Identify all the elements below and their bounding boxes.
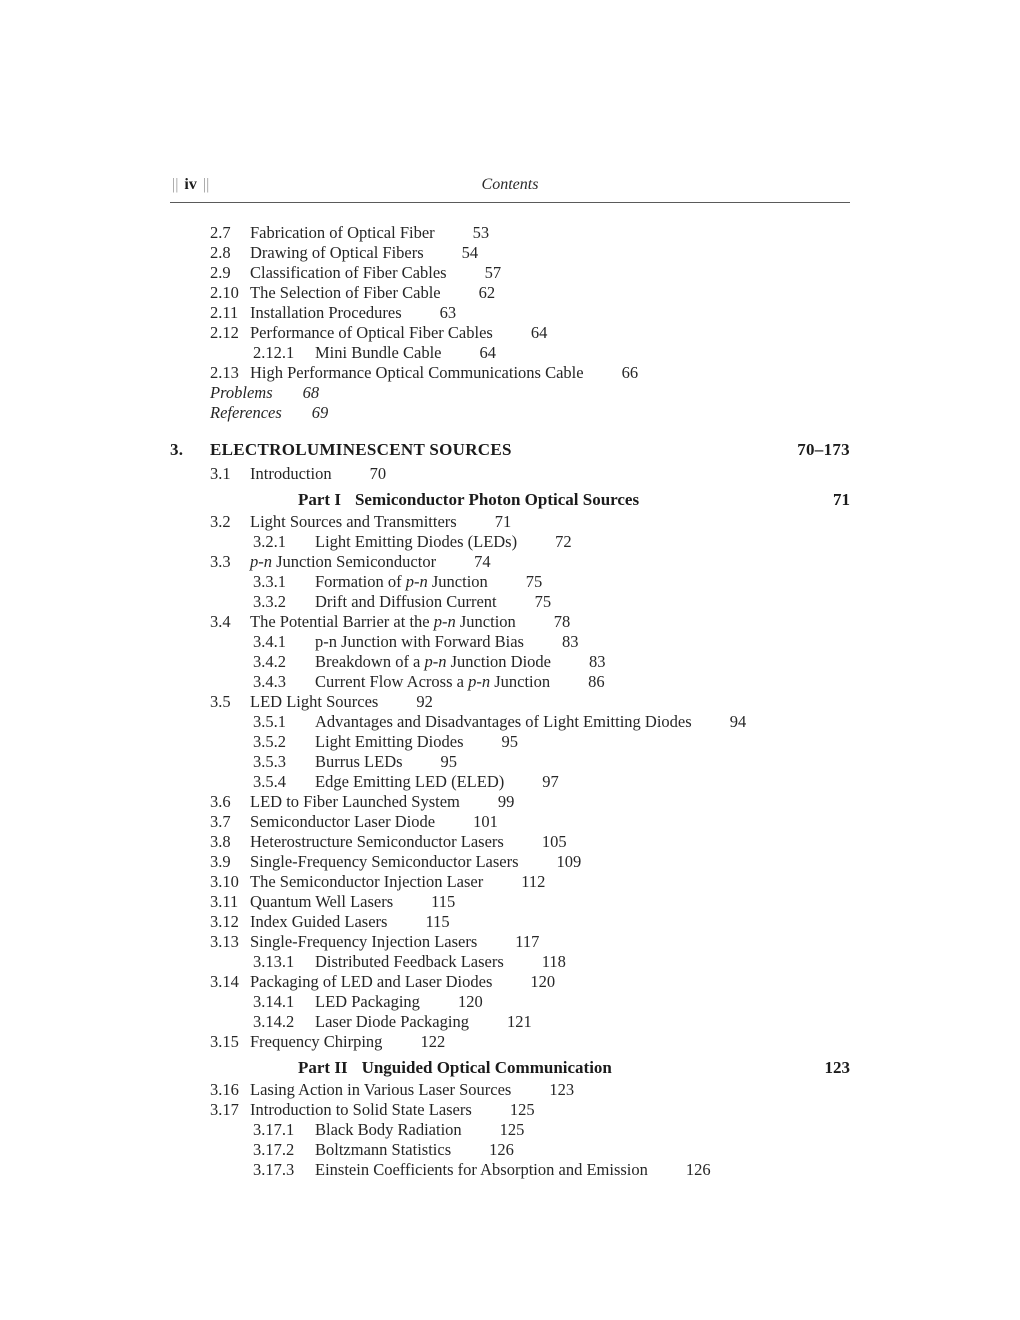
- toc-entry-title: Einstein Coefficients for Absorption and Emission: [315, 1160, 648, 1179]
- toc-entry-title: Fabrication of Optical Fiber: [250, 223, 435, 242]
- page-number-label: iv: [184, 176, 197, 193]
- toc-entry-page: 125: [499, 1120, 525, 1139]
- toc-entry-number: 3.2: [210, 512, 231, 531]
- toc-entry-title: Introduction to Solid State Lasers: [250, 1100, 472, 1119]
- toc-entry-title: Introduction: [250, 464, 332, 483]
- toc-entry-title: The Semiconductor Injection Laser: [250, 872, 484, 891]
- toc-entry-number: 2.13: [210, 363, 239, 382]
- toc-entry-title: Frequency Chirping: [250, 1032, 383, 1051]
- toc-entry-number: 3.17: [210, 1100, 239, 1119]
- toc-entry-number: 3.10: [210, 872, 239, 891]
- toc-entry-page: 53: [472, 223, 490, 242]
- toc-entry-title: Single-Frequency Injection Lasers: [250, 932, 478, 951]
- pipe-mark-left: ||: [172, 176, 179, 193]
- toc-entry-title: Black Body Radiation: [315, 1120, 462, 1139]
- toc-entry-number: 2.7: [210, 223, 231, 242]
- toc-entry-row: [253, 1160, 850, 1180]
- toc-entry-number: 3.9: [210, 852, 231, 871]
- toc-entry-number: 2.10: [210, 283, 239, 302]
- toc-entry-title: LED Packaging: [315, 992, 420, 1011]
- toc-chapter-heading: [170, 440, 850, 460]
- toc-entry-title: Semiconductor Laser Diode: [250, 812, 436, 831]
- toc-entry-row: [253, 632, 850, 652]
- toc-entry-row: [210, 263, 850, 283]
- toc-entry-page: 92: [416, 692, 433, 711]
- toc-entry-row: [210, 1080, 850, 1100]
- toc-entry-row: [253, 992, 850, 1012]
- toc-entry-page: 112: [521, 872, 546, 891]
- toc-entry-page: 70: [369, 464, 387, 483]
- toc-entry-number: 3.3.2: [253, 592, 286, 611]
- toc-entry-page: 83: [561, 632, 579, 651]
- toc-entry-title: Edge Emitting LED (ELED): [315, 772, 505, 791]
- toc-entry-title: Problems: [210, 383, 273, 402]
- toc-entry-title: LED Light Sources: [250, 692, 379, 711]
- toc-entry-page: 123: [549, 1080, 575, 1099]
- toc-entry-title: Installation Procedures: [250, 303, 402, 322]
- toc-entry-row: [210, 512, 850, 532]
- toc-entry-number: 3.13: [210, 932, 239, 951]
- toc-entry-title: Current Flow Across a p-n Junction: [315, 672, 551, 691]
- pipe-mark-right: ||: [202, 176, 210, 193]
- toc-entry-page: 117: [515, 932, 540, 951]
- toc-entry-page: 62: [478, 283, 496, 302]
- page-header: [170, 176, 850, 203]
- toc-entry-number: 3.4.3: [253, 672, 286, 691]
- toc-entry-number: 3.17.2: [253, 1140, 295, 1159]
- toc-entry-row: [253, 772, 850, 792]
- toc-entry-row: [253, 752, 850, 772]
- toc-entry-number: 3.5.1: [253, 712, 286, 731]
- toc-entry-row: [210, 852, 850, 872]
- toc-entry-title: Quantum Well Lasers: [250, 892, 394, 911]
- toc-entry-page: 74: [474, 552, 491, 571]
- toc-entry-row: [253, 712, 850, 732]
- toc-entry-number: Part I: [298, 490, 341, 509]
- toc-entry-row: [210, 243, 850, 263]
- toc-entry-page: 105: [541, 832, 567, 851]
- toc-entry-page: 121: [506, 1012, 532, 1031]
- toc-entry-row: [210, 892, 850, 912]
- toc-entry-row: [210, 1100, 850, 1120]
- toc-entry-title: Advantages and Disadvantages of Light Emitting Diodes: [315, 712, 692, 731]
- toc-entry-number: 3.3: [210, 552, 231, 571]
- toc-entry-number: 3.5: [210, 692, 231, 711]
- toc-entry-title: Single-Frequency Semiconductor Lasers: [250, 852, 519, 871]
- toc-entry-title: Breakdown of a p-n Junction Diode: [315, 652, 552, 671]
- toc-entry-number: 3.5.2: [253, 732, 286, 751]
- toc-part-heading: [298, 1058, 850, 1078]
- toc-entry-number: 3.12: [210, 912, 239, 931]
- toc-entry-number: Part II: [298, 1058, 348, 1077]
- toc-entry-title: Laser Diode Packaging: [315, 1012, 469, 1031]
- toc-entry-row: [210, 972, 850, 992]
- toc-entry-row: [210, 283, 850, 303]
- toc-entry-title: High Performance Optical Communications Cable: [250, 363, 584, 382]
- toc-entry-page: 120: [530, 972, 556, 991]
- toc-entry-page: 120: [457, 992, 483, 1011]
- toc-entry-row: [210, 872, 850, 892]
- toc-entry-page: 126: [685, 1160, 711, 1179]
- toc-entry-row: [253, 1140, 850, 1160]
- toc-entry-number: 3.1: [210, 464, 231, 483]
- toc-entry-number: 3.13.1: [253, 952, 295, 971]
- toc-entry-row: [210, 363, 850, 383]
- toc-entry-title: Index Guided Lasers: [250, 912, 388, 931]
- toc-entry-number: 3.: [170, 440, 184, 459]
- toc-entry-number: 3.7: [210, 812, 231, 831]
- toc-entry-page: 118: [541, 952, 566, 971]
- toc-entry-number: 3.14: [210, 972, 239, 991]
- toc-entry-number: 3.17.3: [253, 1160, 295, 1179]
- toc-entry-number: 3.4.2: [253, 652, 286, 671]
- toc-entry-title: p-n Junction with Forward Bias: [315, 632, 524, 651]
- toc-entry-row: [253, 732, 850, 752]
- toc-entry-title: Packaging of LED and Laser Diodes: [250, 972, 493, 991]
- toc-entry-number: 2.11: [210, 303, 239, 322]
- toc-entry-row: [210, 692, 850, 712]
- toc-entry-title: Boltzmann Statistics: [315, 1140, 452, 1159]
- toc-entry-row: [253, 532, 850, 552]
- toc-entry-row: [253, 952, 850, 972]
- toc-entry-page: 86: [588, 672, 605, 691]
- toc-entry-page: 64: [530, 323, 548, 342]
- running-title: Contents: [481, 176, 539, 193]
- toc-entry-page: 94: [729, 712, 747, 731]
- toc-entry-row: [210, 223, 850, 243]
- toc-entry-row: [253, 592, 850, 612]
- toc-entry-number: 3.11: [210, 892, 239, 911]
- toc-entry-page: 78: [553, 612, 571, 631]
- toc-entry-page: 115: [431, 892, 456, 911]
- toc-entry-page: 68: [302, 383, 320, 402]
- toc-entry-row: [210, 932, 850, 952]
- toc-entry-page: 95: [501, 732, 518, 751]
- toc-entry-page: 75: [525, 572, 543, 591]
- toc-part-heading: [298, 490, 850, 510]
- toc-entry-row: [210, 792, 850, 812]
- toc-entry-row: [210, 303, 850, 323]
- toc-entry-number: 3.5.3: [253, 752, 286, 771]
- toc-entry-row: [210, 812, 850, 832]
- toc-entry-page: 101: [473, 812, 498, 831]
- toc-entry-page: 54: [461, 243, 479, 262]
- toc-entry-title: ELECTROLUMINESCENT SOURCES: [210, 440, 512, 459]
- toc-entry-title: Unguided Optical Communication: [361, 1058, 612, 1077]
- toc-entry-page: 66: [621, 363, 639, 382]
- toc-entry-title: Lasing Action in Various Laser Sources: [250, 1080, 512, 1099]
- toc-entry-page: 71: [494, 512, 512, 531]
- toc-entry-row: [253, 672, 850, 692]
- toc-entry-number: 3.2.1: [253, 532, 286, 551]
- toc-entry-title: Mini Bundle Cable: [315, 343, 442, 362]
- toc-entry-number: 3.15: [210, 1032, 239, 1051]
- toc-entry-page: 95: [440, 752, 458, 771]
- toc-entry-number: 2.12.1: [253, 343, 295, 362]
- toc-entry-number: 3.8: [210, 832, 231, 851]
- toc-entry-row: [210, 552, 850, 572]
- toc-entry-number: 3.4.1: [253, 632, 286, 651]
- toc-entry-title: Light Sources and Transmitters: [250, 512, 457, 531]
- toc-entry-page: 99: [497, 792, 515, 811]
- toc-entry-title: Distributed Feedback Lasers: [315, 952, 504, 971]
- toc-entry-page: 63: [439, 303, 457, 322]
- toc-entry-row: [210, 323, 850, 343]
- toc-entry-title: References: [210, 403, 282, 422]
- toc-entry-title: Classification of Fiber Cables: [250, 263, 447, 282]
- toc-entry-title: LED to Fiber Launched System: [250, 792, 460, 811]
- toc-entry-number: 3.4: [210, 612, 231, 631]
- toc-entry-title: The Selection of Fiber Cable: [250, 283, 441, 302]
- toc-entry-number: 3.6: [210, 792, 231, 811]
- toc-entry-number: 3.5.4: [253, 772, 286, 791]
- toc-entry-title: Light Emitting Diodes: [315, 732, 464, 751]
- toc-entry-number: 2.9: [210, 263, 231, 282]
- toc-entry-page: 83: [589, 652, 606, 671]
- toc-entry-page: 69: [311, 403, 329, 422]
- toc-entry-row: [253, 343, 850, 363]
- toc-entry-row: [253, 652, 850, 672]
- toc-entry-page: 126: [489, 1140, 514, 1159]
- toc-entry-title: Burrus LEDs: [315, 752, 403, 771]
- toc-entry-row: [210, 832, 850, 852]
- toc-entry-row: [253, 1012, 850, 1032]
- toc-entry-title: Semiconductor Photon Optical Sources: [354, 490, 640, 509]
- toc-entry-title: Heterostructure Semiconductor Lasers: [250, 832, 504, 851]
- toc-entry-row: [210, 912, 850, 932]
- toc-entry-page: 75: [534, 592, 552, 611]
- toc-entry-page: 115: [425, 912, 450, 931]
- toc-entry-page: 123: [824, 1058, 850, 1077]
- toc-entry-page: 122: [420, 1032, 446, 1051]
- toc-end-matter-row: [210, 403, 850, 423]
- toc-entry-row: [253, 1120, 850, 1140]
- toc-entry-number: 3.14.2: [253, 1012, 295, 1031]
- toc-entry-title: Drift and Diffusion Current: [315, 592, 497, 611]
- toc-entry-number: 3.16: [210, 1080, 239, 1099]
- toc-entry-number: 3.17.1: [253, 1120, 295, 1139]
- toc-entry-row: [210, 464, 850, 484]
- toc-entry-page: 97: [542, 772, 559, 791]
- toc-entry-number: 2.8: [210, 243, 231, 262]
- toc-entry-title: p-n Junction Semiconductor: [250, 552, 437, 571]
- toc-entry-number: 3.3.1: [253, 572, 286, 591]
- toc-entry-title: The Potential Barrier at the p-n Junction: [250, 612, 516, 631]
- toc-entry-page: 70–173: [797, 440, 850, 459]
- toc-entry-page: 71: [833, 490, 850, 509]
- toc-entry-page: 125: [509, 1100, 535, 1119]
- toc-end-matter-row: [210, 383, 850, 403]
- toc-entry-number: 2.12: [210, 323, 239, 342]
- toc-entry-title: Light Emitting Diodes (LEDs): [315, 532, 518, 551]
- toc-entry-title: Performance of Optical Fiber Cables: [250, 323, 493, 342]
- toc-entry-row: [210, 612, 850, 632]
- toc-entry-page: 72: [555, 532, 572, 551]
- toc-entry-title: Formation of p-n Junction: [315, 572, 488, 591]
- toc-entry-row: [253, 572, 850, 592]
- toc-entry-number: 3.14.1: [253, 992, 295, 1011]
- table-of-contents: [170, 223, 850, 1180]
- toc-entry-page: 64: [479, 343, 496, 362]
- toc-entry-page: 57: [484, 263, 502, 282]
- toc-entry-title: Drawing of Optical Fibers: [250, 243, 424, 262]
- toc-entry-row: [210, 1032, 850, 1052]
- toc-entry-page: 109: [556, 852, 582, 871]
